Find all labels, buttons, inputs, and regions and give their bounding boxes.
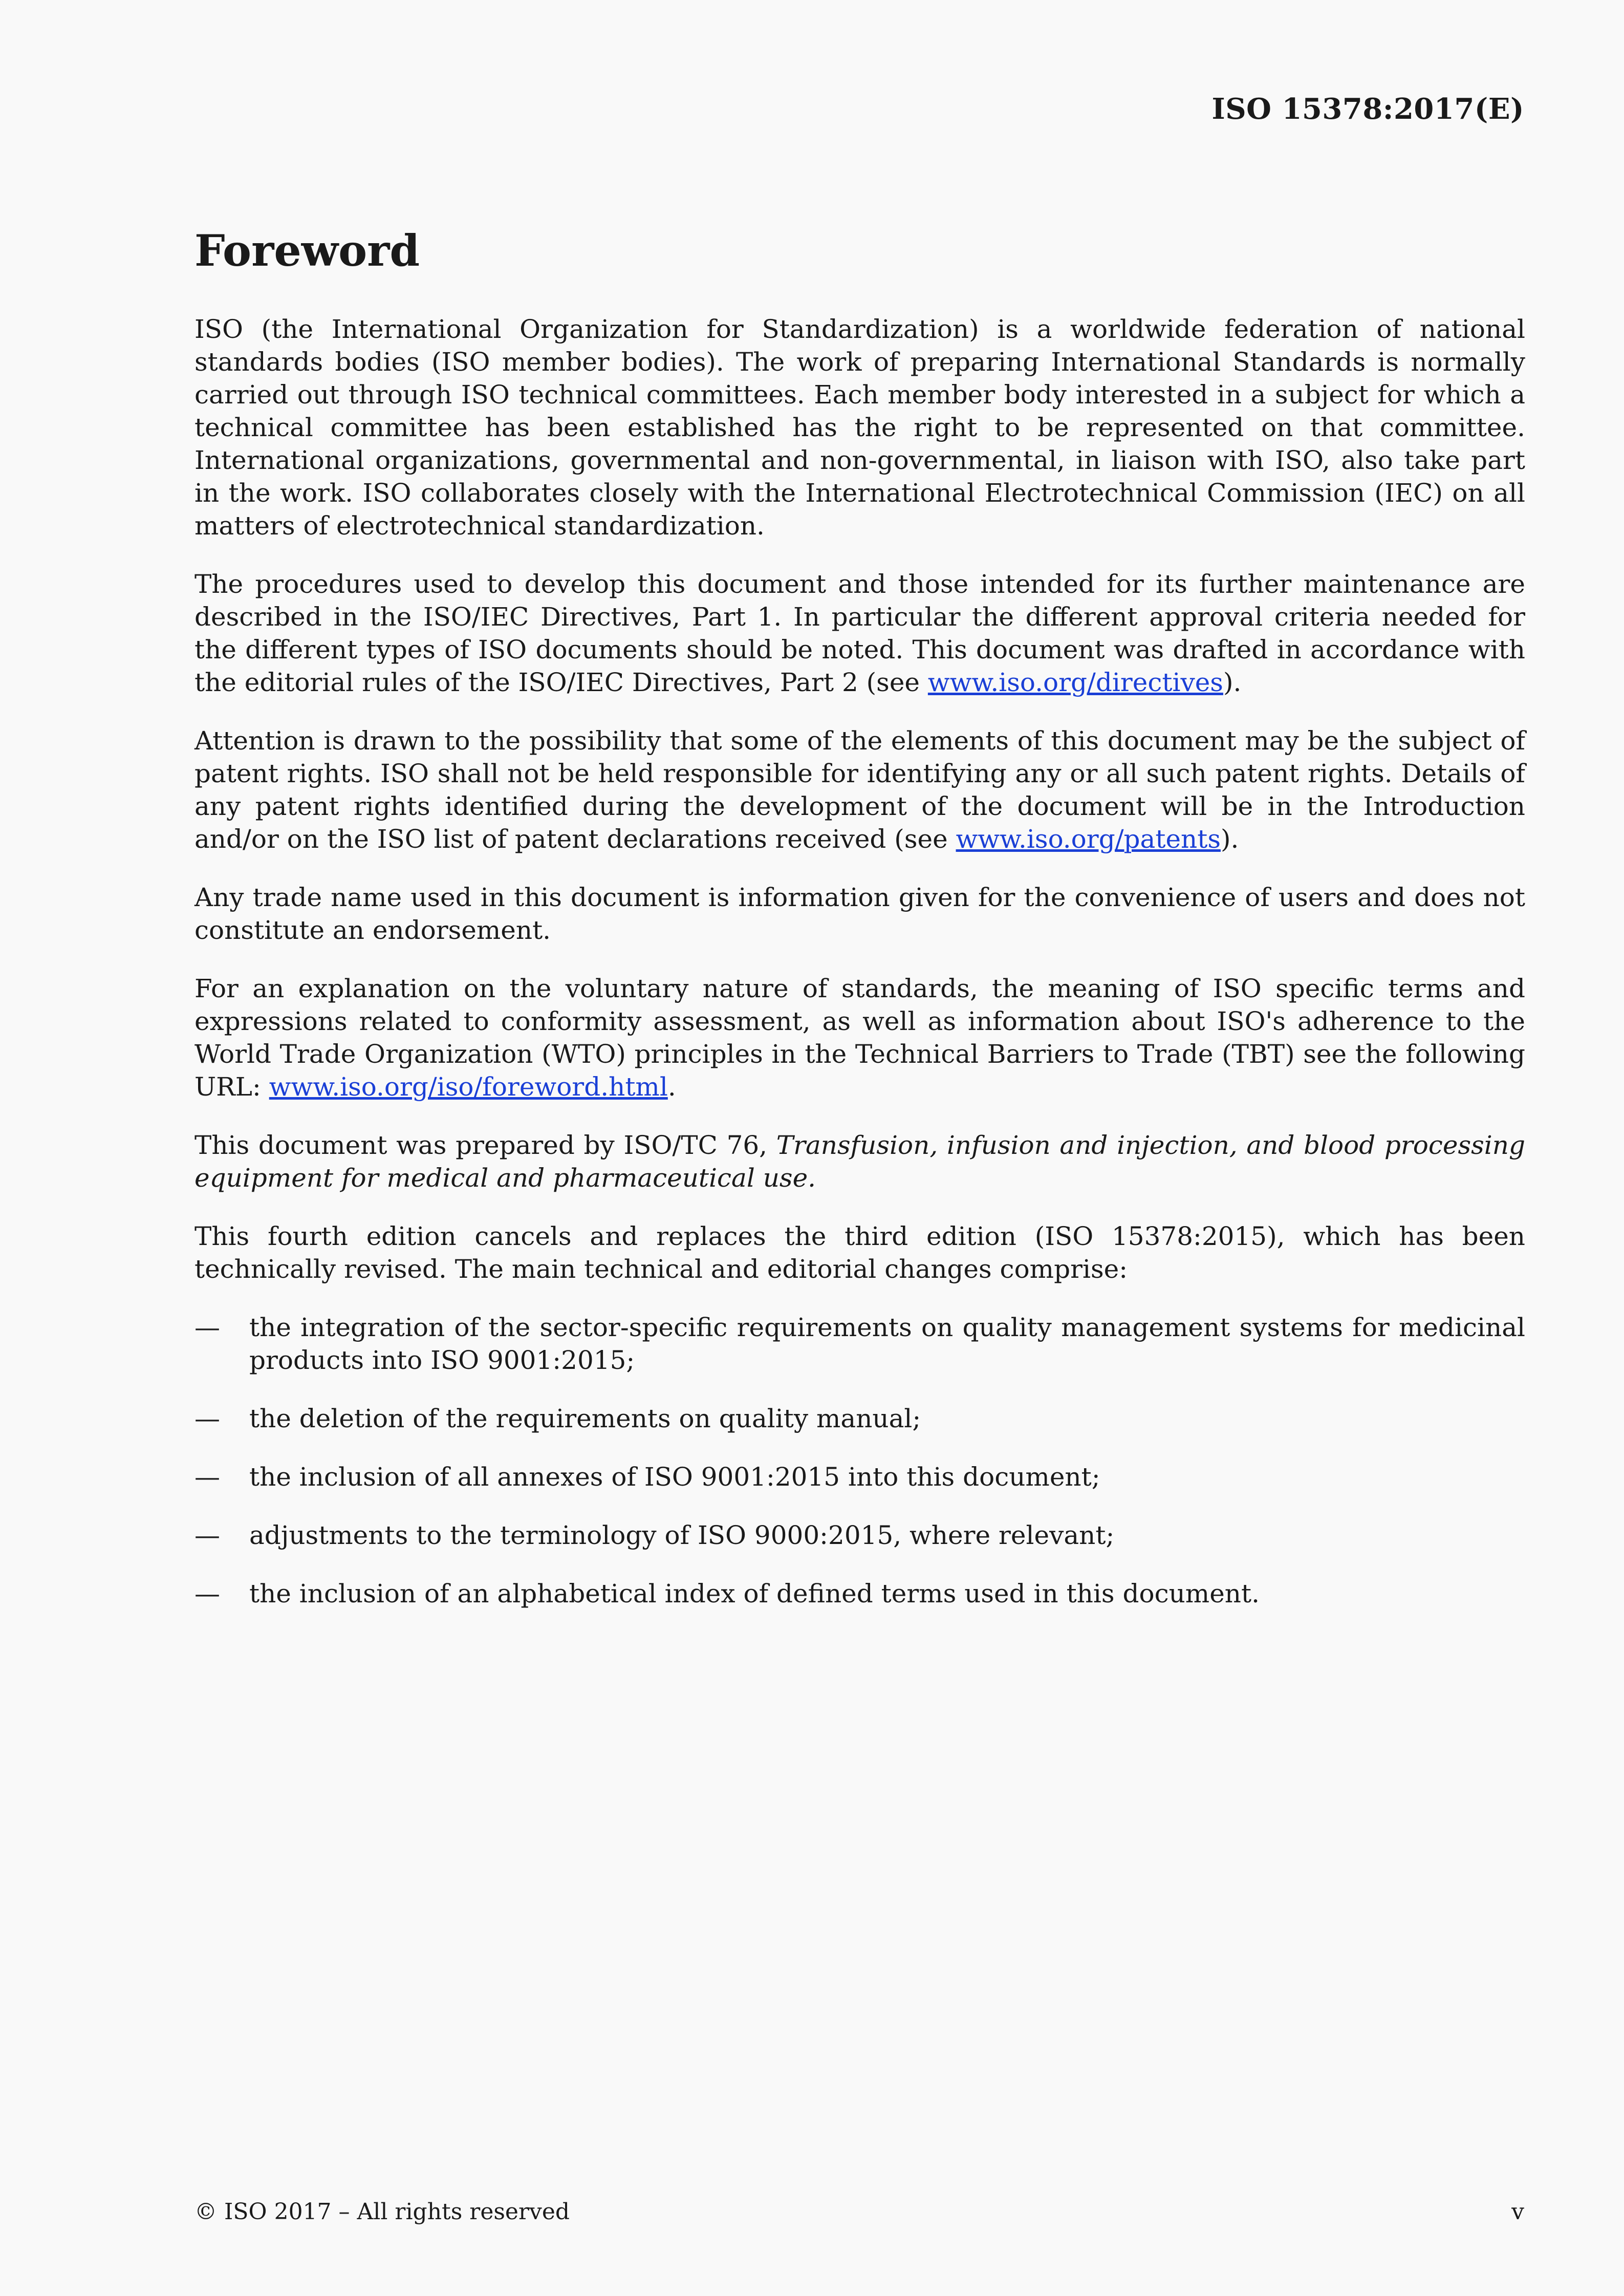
paragraph-voluntary-nature: [194, 972, 1525, 1103]
committee-title: Transfusion, infusion and injection, and blood processing equipment for medical and pharmaceutical use.: [194, 1130, 1525, 1193]
dash-bullet: —: [194, 1312, 220, 1342]
dash-bullet: —: [194, 1520, 220, 1550]
document-code: ISO 15378:2017(E): [1211, 92, 1524, 126]
patents-link[interactable]: www.iso.org/patents: [956, 824, 1221, 854]
paragraph-patents-text: Attention is drawn to the possibility that some of the elements of this document may be the subject of patent rights. ISO shall not be held responsible for identifying any or all such patent rights. Details of any patent rights identified during the development of the document will be in the Introduction and/or on the ISO list of patent declarations received (see: [194, 725, 1525, 854]
paragraph-patents-end: ).: [1221, 824, 1239, 854]
foreword-content: [194, 225, 1525, 1636]
list-item: [194, 1461, 1525, 1493]
dash-bullet: —: [194, 1462, 220, 1492]
page-title: Foreword: [194, 225, 420, 276]
paragraph-patents: [194, 724, 1525, 855]
paragraph-procedures-end: ).: [1223, 667, 1242, 697]
paragraph-prepared-text: This document was prepared by ISO/TC 76,: [194, 1130, 776, 1160]
paragraph-iso-intro: ISO (the International Organization for Standardization) is a worldwide federation of national standards bodies (ISO member bodies). The work of preparing International Standards is normally carried out through ISO technical committees. Each member body interested in a subject for which a technical committee has been established has the right to be represented on that committee. International organizations, governmental and non-governmental, in liaison with ISO, also take part in the work. ISO collaborates closely with the International Electrotechnical Commission (IEC) on all matters of electrotechnical standardization.: [194, 314, 1525, 541]
paragraph-voluntary-end: .: [667, 1071, 676, 1102]
list-item-text: the integration of the sector-specific requirements on quality management systems for medicinal products into ISO 9001:2015;: [249, 1312, 1525, 1375]
list-item-text: adjustments to the terminology of ISO 9000:2015, where relevant;: [249, 1520, 1115, 1550]
paragraph-procedures: [194, 568, 1525, 699]
list-item: [194, 1311, 1525, 1377]
list-item-text: the deletion of the requirements on quality manual;: [249, 1403, 921, 1433]
directives-link[interactable]: www.iso.org/directives: [927, 667, 1223, 697]
paragraph-procedures-text: The procedures used to develop this document and those intended for its further maintenance are described in the ISO/IEC Directives, Part 1. In particular the different approval criteria needed for the different types of ISO documents should be noted. This document was drafted in accordance with the editorial rules of the ISO/IEC Directives, Part 2 (see: [194, 569, 1525, 697]
list-item-text: the inclusion of an alphabetical index of defined terms used in this document.: [249, 1578, 1260, 1608]
paragraph-trade-name: Any trade name used in this document is information given for the convenience of users and does not constitute an endorsement.: [194, 882, 1525, 945]
list-item-text: the inclusion of all annexes of ISO 9001:2015 into this document;: [249, 1462, 1100, 1492]
foreword-link[interactable]: www.iso.org/iso/foreword.html: [269, 1071, 668, 1102]
list-item: [194, 1577, 1525, 1610]
changes-list: [194, 1311, 1525, 1610]
dash-bullet: —: [194, 1578, 220, 1608]
paragraph-prepared-by: [194, 1129, 1525, 1194]
paragraph-voluntary-text: For an explanation on the voluntary nature of standards, the meaning of ISO specific terms and expressions related to conformity assessment, as well as information about ISO's adherence to the World Trade Organization (WTO) principles in the Technical Barriers to Trade (TBT) see the following URL:: [194, 973, 1525, 1102]
list-item: [194, 1519, 1525, 1552]
page-number: v: [1511, 2199, 1524, 2225]
list-item: [194, 1402, 1525, 1435]
paragraph-edition: This fourth edition cancels and replaces the third edition (ISO 15378:2015), which has been technically revised. The main technical and editorial changes comprise:: [194, 1221, 1525, 1284]
dash-bullet: —: [194, 1403, 220, 1433]
copyright-notice: © ISO 2017 – All rights reserved: [194, 2199, 570, 2225]
page-footer: [194, 2199, 1524, 2225]
